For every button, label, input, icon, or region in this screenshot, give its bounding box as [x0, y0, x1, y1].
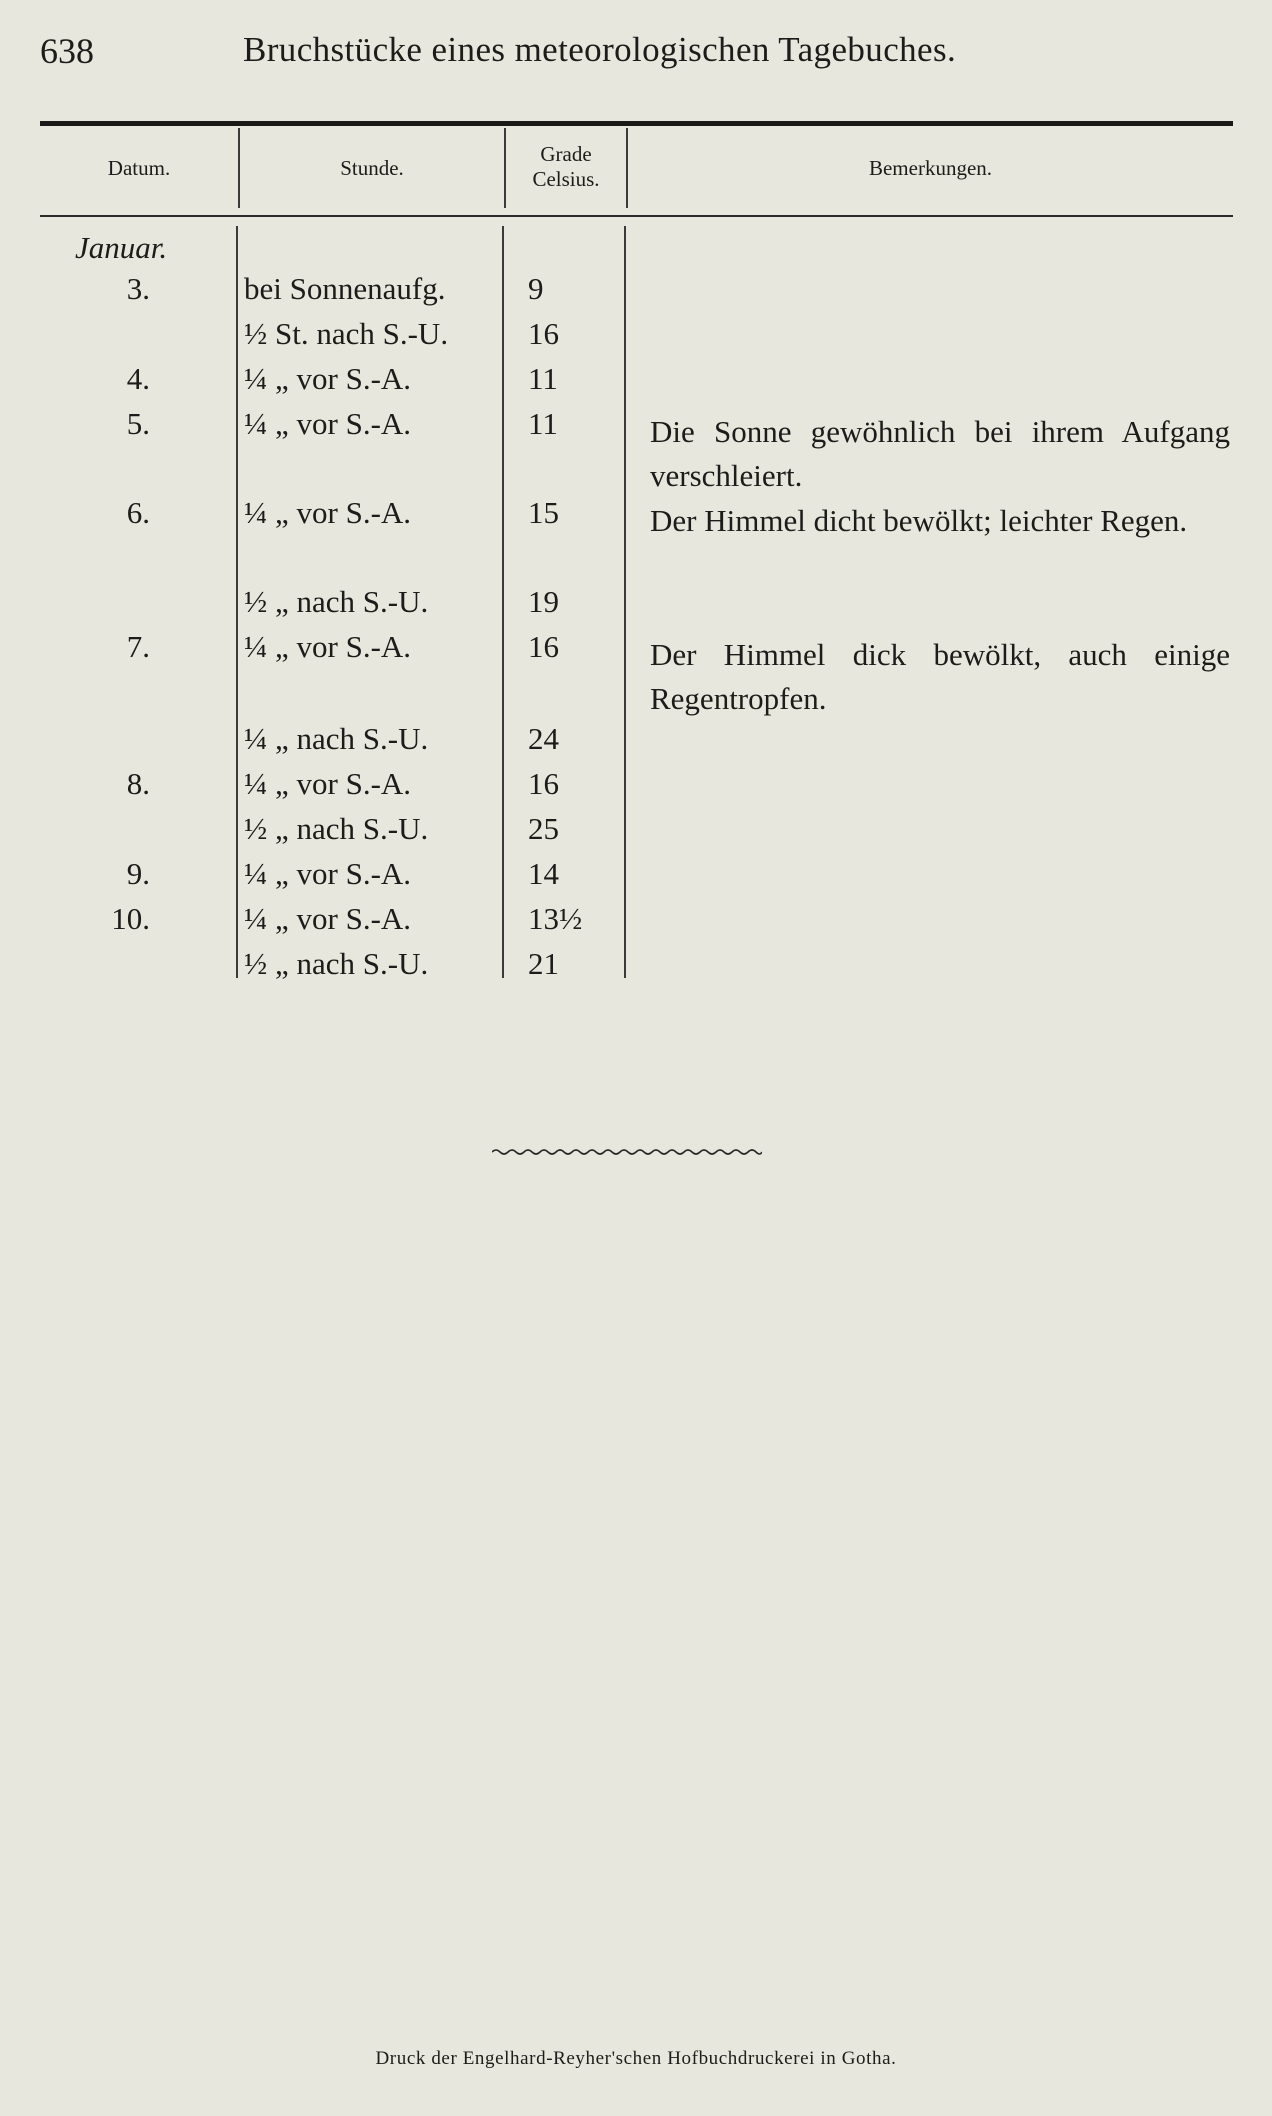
row-hour: ¼ „ vor S.-A. — [244, 901, 412, 936]
row-hour: ¼ „ vor S.-A. — [244, 406, 412, 441]
row-temp: 16 — [528, 629, 559, 664]
row-temp: 11 — [528, 406, 558, 441]
row-hour: ½ „ nach S.-U. — [244, 811, 429, 846]
row-temp: 15 — [528, 495, 559, 530]
row-date: 7. — [126, 629, 150, 664]
row-remark: Der Himmel dick bewölkt, auch einige Regentropfen. — [650, 637, 1230, 716]
row-date: 4. — [126, 361, 150, 396]
top-rule — [40, 121, 1233, 126]
column-divider — [236, 226, 238, 978]
column-header-celsius-line1: Grade — [540, 142, 592, 166]
row-hour: ½ St. nach S.-U. — [244, 316, 449, 351]
row-temp: 24 — [528, 721, 559, 756]
row-temp: 25 — [528, 811, 559, 846]
row-date: 9. — [126, 856, 150, 891]
page-number: 638 — [40, 31, 94, 71]
column-header-stunde: Stunde. — [340, 156, 404, 180]
column-divider — [504, 128, 506, 208]
row-hour: ¼ „ vor S.-A. — [244, 361, 412, 396]
row-temp: 19 — [528, 584, 559, 619]
end-ornament — [492, 1145, 762, 1159]
row-temp: 13½ — [528, 901, 583, 936]
row-date: 10. — [111, 901, 150, 936]
column-header-bemerkungen: Bemerkungen. — [868, 156, 993, 180]
row-temp: 11 — [528, 361, 558, 396]
month-label: Januar. — [75, 230, 168, 265]
row-temp: 9 — [528, 271, 544, 306]
column-divider — [502, 226, 504, 978]
row-date: 3. — [126, 271, 150, 306]
row-remark: Die Sonne gewöhnlich bei ihrem Aufgang verschleiert. — [650, 414, 1230, 493]
row-date: 6. — [126, 495, 150, 530]
row-temp: 16 — [528, 316, 559, 351]
row-hour: ½ „ nach S.-U. — [244, 584, 429, 619]
header-rule — [40, 215, 1233, 217]
row-hour: bei Sonnenaufg. — [244, 271, 446, 306]
column-header-datum: Datum. — [107, 156, 171, 180]
row-temp: 21 — [528, 946, 559, 981]
row-date: 8. — [126, 766, 150, 801]
column-header-celsius-line2: Celsius. — [532, 167, 600, 191]
row-temp: 14 — [528, 856, 559, 891]
row-remark: Der Himmel dicht bewölkt; leichter Regen. — [650, 503, 1188, 538]
column-divider — [238, 128, 240, 208]
row-date: 5. — [126, 406, 150, 441]
row-hour: ¼ „ vor S.-A. — [244, 856, 412, 891]
row-hour: ¼ „ vor S.-A. — [244, 495, 412, 530]
row-temp: 16 — [528, 766, 559, 801]
printer-imprint: Druck der Engelhard-Reyher'schen Hofbuchdruckerei in Gotha. — [375, 2048, 897, 2069]
column-header-celsius — [506, 142, 626, 192]
row-hour: ¼ „ nach S.-U. — [244, 721, 429, 756]
row-hour: ¼ „ vor S.-A. — [244, 629, 412, 664]
column-divider — [624, 226, 626, 978]
running-title: Bruchstücke eines meteorologischen Tagebuches. — [243, 30, 957, 69]
row-hour: ¼ „ vor S.-A. — [244, 766, 412, 801]
row-hour: ½ „ nach S.-U. — [244, 946, 429, 981]
column-divider — [626, 128, 628, 208]
